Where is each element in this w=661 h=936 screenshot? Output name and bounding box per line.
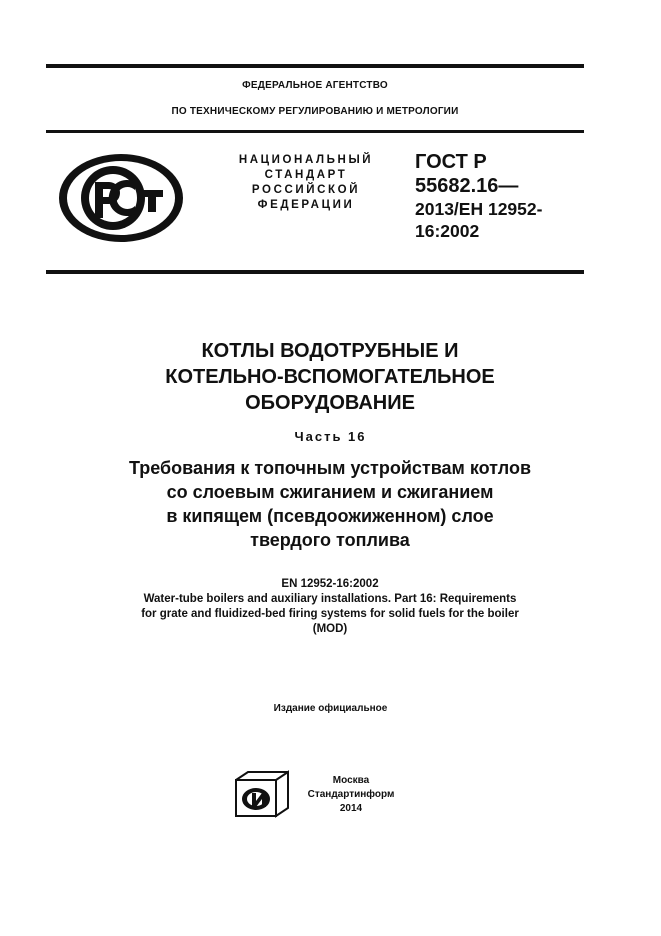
en-reference-line: EN 12952-16:2002	[281, 578, 379, 590]
publisher-year: 2014	[339, 803, 363, 814]
edition-label: Издание официальное	[273, 703, 388, 714]
document-subtitle	[40, 456, 620, 552]
agency-line-2: ПО ТЕХНИЧЕСКОМУ РЕГУЛИРОВАНИЮ И МЕТРОЛОГИИ	[171, 106, 459, 117]
subtitle-line: твердого топлива	[250, 530, 410, 550]
en-reference-line: (MOD)	[312, 623, 348, 635]
standard-number-line: 16:2002	[415, 221, 480, 241]
part-label: Часть 16	[294, 429, 367, 444]
title-line: ОБОРУДОВАНИЕ	[245, 392, 415, 414]
subtitle-line: Требования к топочным устройствам котлов	[128, 458, 532, 478]
subtitle-line: в кипящем (псевдоожиженном) слое	[166, 506, 494, 526]
bottom-header-rule	[46, 270, 584, 274]
title-line: КОТЛЫ ВОДОТРУБНЫЕ И	[201, 340, 459, 362]
standard-type	[226, 153, 386, 213]
agency-line-1: ФЕДЕРАЛЬНОЕ АГЕНТСТВО	[242, 80, 388, 91]
en-reference-line: for grate and fluidized-bed firing systems for solid fuels for the boiler	[141, 608, 519, 620]
standard-number-line: ГОСТ Р	[415, 151, 487, 173]
standard-number-line: 2013/ЕН 12952-	[415, 199, 543, 219]
standard-number	[415, 150, 580, 242]
publisher-name: Стандартинформ	[307, 789, 395, 800]
en-reference-line: Water-tube boilers and auxiliary installations. Part 16: Requirements	[143, 593, 517, 605]
rst-certification-logo-icon	[57, 152, 185, 244]
standartinform-logo-icon	[234, 770, 290, 818]
header-rule	[46, 130, 584, 133]
publisher-info	[296, 774, 406, 816]
standard-type-line: СТАНДАРТ	[264, 169, 348, 181]
en-reference	[40, 577, 620, 637]
standard-type-line: НАЦИОНАЛЬНЫЙ	[238, 154, 374, 166]
standard-number-line: 55682.16—	[415, 175, 519, 197]
top-rule	[46, 64, 584, 68]
standard-type-line: РОССИЙСКОЙ	[251, 184, 361, 196]
standard-type-line: ФЕДЕРАЦИИ	[257, 199, 355, 211]
publisher-city: Москва	[332, 775, 370, 786]
document-title	[40, 338, 620, 416]
subtitle-line: со слоевым сжиганием и сжиганием	[166, 482, 494, 502]
title-line: КОТЕЛЬНО-ВСПОМОГАТЕЛЬНОЕ	[165, 366, 495, 388]
